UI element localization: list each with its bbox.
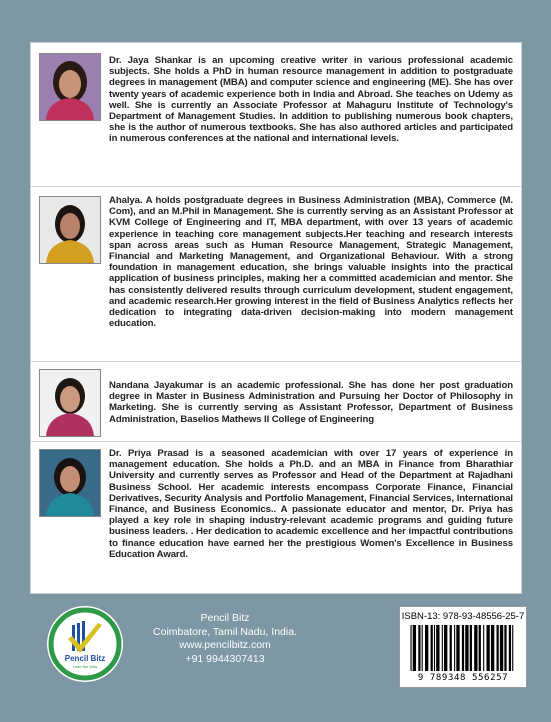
author-photo [39, 369, 101, 437]
author-bio: Dr. Priya Prasad is a seasoned academician with over 17 years of experience in management education. She holds a Ph.D. and an MBA in Finance from Bharathiar University and currently serves as Professor and Head of the Department at Rajadhani Business School. Her academic interests encompass Corporate Finance, Financial Derivatives, Security Analysis and Portfolio Management, Financial Services, International Finance, and Business Economics.. A passionate educator and mentor, Dr. Priya has played a key role in shaping industry-relevant academic programs and guiding future business leaders. . Her dedication to academic excellence and her impactful contributions to finance education have earned her the prestigious Women's Excellence in Business Education Award. [109, 448, 513, 560]
publisher-website[interactable]: www.pencilbitz.com [179, 639, 271, 651]
author-photo [39, 53, 101, 121]
barcode-bar [454, 625, 455, 671]
author-block-jaya-shankar [31, 49, 521, 189]
barcode-bar [413, 625, 416, 671]
barcode-bar [509, 625, 511, 671]
barcode-bar [483, 625, 484, 671]
barcode-bar [410, 625, 411, 671]
barcode-bar [479, 625, 481, 671]
barcode-bar [462, 625, 464, 671]
barcode-bar [450, 625, 452, 671]
logo-tagline: Lead the Way [72, 664, 98, 669]
publisher-address: Coimbatore, Tamil Nadu, India. [153, 625, 297, 638]
barcode-bars [406, 625, 520, 671]
author-bio: Nandana Jayakumar is an academic professional. She has done her post graduation degree in Master in Business Administration and Pursuing her Doctor of Philosophy in Marketing. She is currently serving as Assistant Professor, Department of Business Administration, Baselios Mathews II College of Engineering [109, 380, 513, 425]
author-block-ahalya [31, 193, 521, 363]
barcode-bar [486, 625, 489, 671]
author-bios-panel [30, 42, 522, 594]
divider [31, 186, 521, 187]
barcode-digits: 9 789348 556257 [417, 673, 509, 683]
author-bio: Ahalya. A holds postgraduate degrees in Business Administration (MBA), Commerce (M. Com), and an M.Phil in Management. She is currently serving as an Assistant Professor at KVM College of Engineering and IT, MBA department, with over 13 years of academic experience in teaching core management subjects.Her teaching and research interests span across areas such as Human Resource Management, Strategic Management, Financial and Marketing Management, and Organizational Behaviour. With a strong foundation in management education, she brings valuable insights into the practical application of business principles, making her a committed academician and mentor. She has consistently delivered results through curriculum development, student engagement, and academic research.Her growing interest in the field of Business Analytics reflects her dedication to integrating data-driven decision-making into modern management education. [109, 195, 513, 330]
portrait-placeholder-icon [40, 54, 100, 120]
barcode-bar [465, 625, 468, 671]
publisher-info [140, 612, 310, 666]
barcode-bar [442, 625, 443, 671]
logo-text: Pencil Bitz [64, 654, 106, 663]
portrait-placeholder-icon [40, 450, 100, 516]
publisher-name: Pencil Bitz [200, 612, 250, 624]
barcode-bar [422, 625, 423, 671]
barcode-bar [470, 625, 472, 671]
barcode-bar [434, 625, 435, 671]
publisher-logo [46, 605, 124, 683]
author-block-priya-prasad [31, 447, 521, 589]
barcode-bar [436, 625, 439, 671]
barcode-bar [431, 625, 433, 671]
author-block-nandana-jayakumar [31, 368, 521, 444]
divider [31, 441, 521, 442]
author-photo [39, 196, 101, 264]
barcode-bar [474, 625, 477, 671]
barcode-bar [444, 625, 447, 671]
barcode-bar [418, 625, 420, 671]
barcode-bar [497, 625, 499, 671]
portrait-placeholder-icon [40, 370, 100, 436]
publisher-phone: +91 9944307413 [185, 652, 265, 665]
isbn-barcode [399, 606, 527, 688]
barcode-bar [456, 625, 459, 671]
divider [31, 361, 521, 362]
barcode-bar [491, 625, 494, 671]
isbn-label: ISBN-13: 978-93-48556-25-7 [401, 611, 525, 622]
barcode-bar [504, 625, 506, 671]
pencil-bitz-logo-icon [46, 605, 124, 683]
barcode-bar [512, 625, 513, 671]
author-bio: Dr. Jaya Shankar is an upcoming creative writer in various professional academic subjects. She holds a PhD in human resource management in addition to postgraduate degrees in management (MBA) and computer science and engineering (ME). She has over twenty years of academic experience both in India and Abroad. She teaches on Udemy as well. She is currently an Associate Professor at Mahaguru Institute of Technology's Department of Management Studies. In addition to publishing numerous book chapters, she is the author of numerous textbooks. She has also authored articles and participated in numerous conferences at the national and international levels. [109, 55, 513, 145]
barcode-bar [425, 625, 428, 671]
author-photo [39, 449, 101, 517]
barcode-bar [500, 625, 503, 671]
portrait-placeholder-icon [40, 197, 100, 263]
